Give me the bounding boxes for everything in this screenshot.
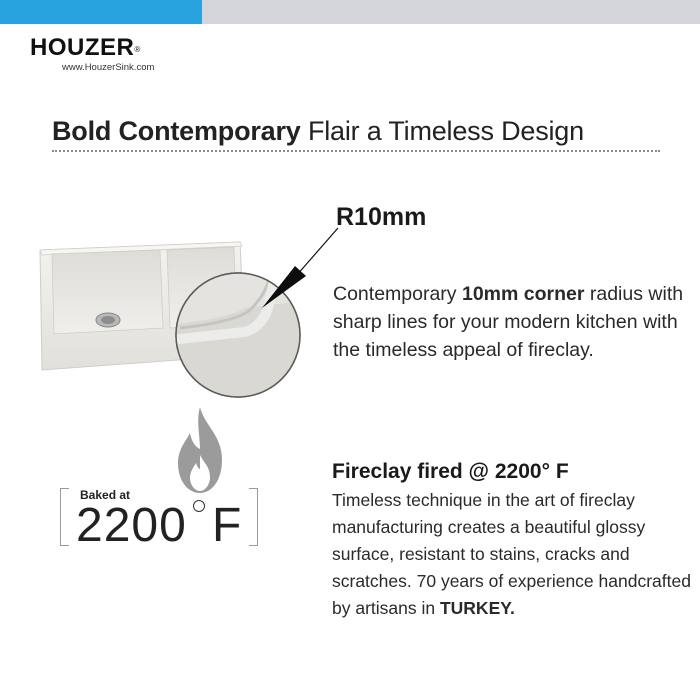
fireclay-description: Timeless technique in the art of fireclay manufacturing creates a beautiful glossy surface, resistant to stains, cracks and scratches. 70 years of experience handcrafted by artisans in TURKEY.	[332, 490, 691, 618]
fireclay-description-bold: TURKEY.	[439, 598, 515, 618]
trademark-symbol: ®	[134, 45, 141, 54]
baked-at-label: Baked at	[80, 488, 131, 502]
degree-symbol	[193, 500, 205, 512]
brand-website: www.HouzerSink.com	[62, 62, 155, 73]
corner-description-bold: 10mm corner	[461, 283, 585, 305]
corner-radius-label: R10mm	[336, 203, 427, 231]
baked-temperature-unit: F	[212, 499, 242, 552]
right-bracket	[249, 488, 258, 546]
baked-temperature: 2200	[76, 499, 187, 552]
headline-bold: Bold Contemporary	[52, 116, 301, 146]
left-bracket	[60, 488, 69, 546]
headline-regular: Flair a Timeless Design	[307, 116, 584, 146]
flame-icon	[170, 405, 230, 495]
brand-logo: HOUZER®	[30, 34, 141, 61]
fireclay-title: Fireclay fired @ 2200° F	[332, 460, 569, 483]
corner-description: Contemporary 10mm corner radius with sharp lines for your modern kitchen with the timeless appeal of fireclay.	[333, 283, 684, 361]
